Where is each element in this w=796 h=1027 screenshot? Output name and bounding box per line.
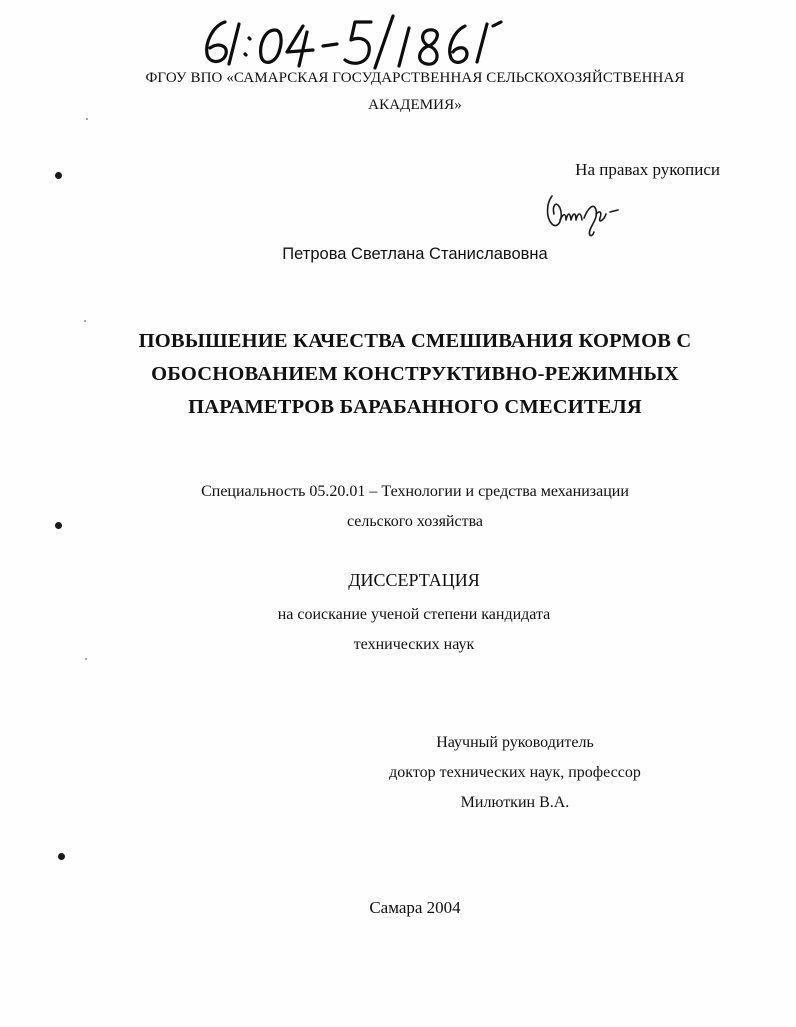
scan-speck xyxy=(84,320,86,322)
specialty-line-2: сельского хозяйства xyxy=(346,513,484,530)
dissertation-label: ДИССЕРТАЦИЯ xyxy=(348,570,480,590)
institution-name xyxy=(130,65,700,119)
advisor-name: Милюткин В.А. xyxy=(460,794,570,811)
degree-sought xyxy=(0,600,796,660)
title-line-2: ОБОСНОВАНИЕМ КОНСТРУКТИВНО-РЕЖИМНЫХ xyxy=(151,363,679,385)
scan-speck xyxy=(86,118,88,120)
specialty xyxy=(130,477,700,537)
author-name: Петрова Светлана Станиславовна xyxy=(282,245,548,263)
binding-hole-mark xyxy=(55,522,62,529)
institution-line-2: АКАДЕМИЯ» xyxy=(368,97,462,113)
rights-note: На правах рукописи xyxy=(575,160,720,179)
city-year: Самара 2004 xyxy=(369,898,461,917)
handwritten-archive-code xyxy=(195,8,525,72)
specialty-line-1: Специальность 05.20.01 – Технологии и средства механизации xyxy=(201,483,629,500)
binding-hole-mark xyxy=(58,853,65,860)
scan-speck xyxy=(85,658,87,660)
scientific-advisor xyxy=(350,728,680,818)
signature xyxy=(538,190,628,240)
binding-hole-mark xyxy=(55,172,62,179)
degree-line-2: технических наук xyxy=(353,636,475,653)
advisor-role: Научный руководитель xyxy=(436,734,594,751)
institution-line-1: ФГОУ ВПО «САМАРСКАЯ ГОСУДАРСТВЕННАЯ СЕЛЬСКОХОЗЯЙСТВЕННАЯ xyxy=(145,70,685,86)
degree-line-1: на соискание ученой степени кандидата xyxy=(277,606,551,623)
advisor-degree: доктор технических наук, профессор xyxy=(389,764,641,781)
title-line-1: ПОВЫШЕНИЕ КАЧЕСТВА СМЕШИВАНИЯ КОРМОВ С xyxy=(138,330,692,352)
dissertation-title xyxy=(100,325,730,424)
title-line-3: ПАРАМЕТРОВ БАРАБАННОГО СМЕСИТЕЛЯ xyxy=(188,396,642,418)
